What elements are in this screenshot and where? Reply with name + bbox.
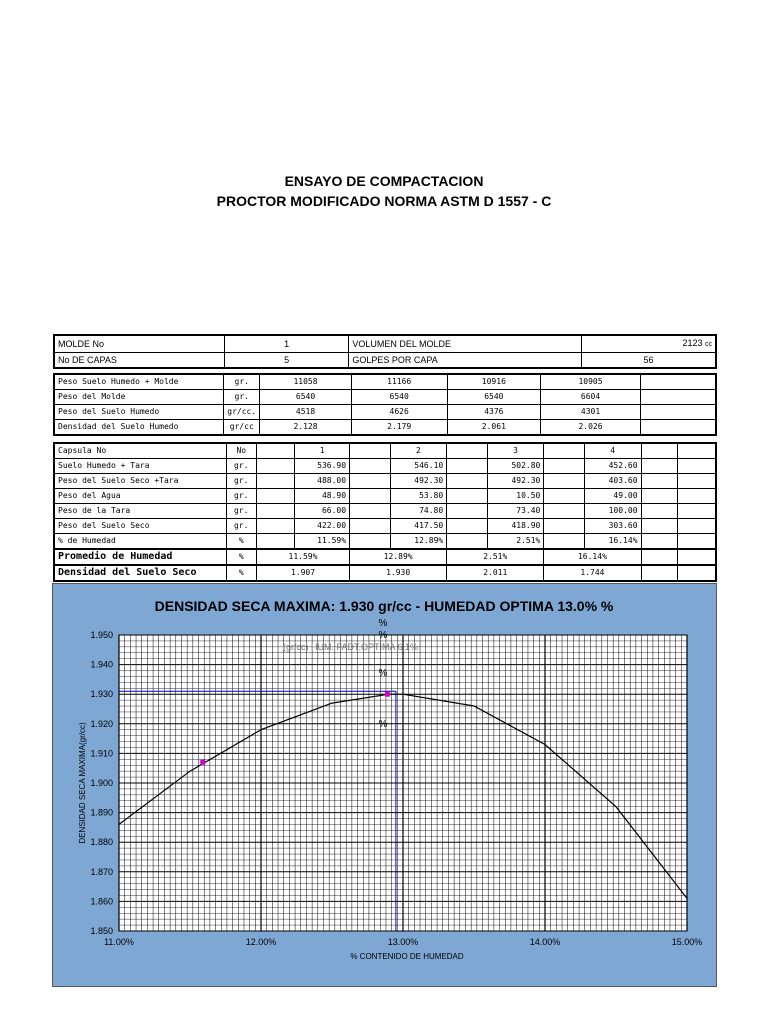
row-label: Peso del Suelo Seco — [54, 519, 226, 534]
empty-cell — [677, 534, 716, 550]
value-cell: 73.40 — [487, 504, 544, 519]
row-unit: % — [226, 534, 256, 550]
value-cell: 11058 — [260, 374, 352, 390]
row-unit: % — [226, 565, 256, 581]
capsule-number: 2 — [390, 443, 447, 459]
row-unit: gr. — [226, 519, 256, 534]
x-axis-label: % CONTENIDO DE HUMEDAD — [350, 952, 464, 961]
empty-cell — [641, 549, 677, 565]
value-cell: 4518 — [260, 405, 352, 420]
value-cell: 1.930 — [350, 565, 447, 581]
golpes-value: 56 — [582, 353, 716, 369]
page-subtitle: PROCTOR MODIFICADO NORMA ASTM D 1557 - C — [216, 193, 552, 209]
value-cell: 2.51% — [487, 534, 544, 550]
y-tick-label: 1.890 — [90, 807, 113, 818]
empty-cell — [677, 549, 716, 565]
value-cell: 418.90 — [487, 519, 544, 534]
value-cell: 48.90 — [295, 489, 350, 504]
row-label: Densidad del Suelo Seco — [54, 565, 226, 581]
row-label: Peso del Molde — [54, 390, 224, 405]
compaction-chart — [52, 583, 717, 987]
empty-cell — [447, 519, 487, 534]
row-unit: gr. — [224, 390, 260, 405]
empty-cell — [677, 474, 716, 489]
row-label: Capsula No — [54, 443, 226, 459]
summary-row — [54, 565, 716, 581]
empty-cell — [544, 474, 584, 489]
capsule-number: 1 — [295, 443, 350, 459]
empty-cell — [641, 489, 677, 504]
moisture-row — [54, 534, 716, 550]
summary-row — [54, 549, 716, 565]
row-label: Peso del Suelo Seco +Tara — [54, 474, 226, 489]
y-tick-label: 1.860 — [90, 896, 113, 907]
y-tick-label: 1.950 — [90, 630, 113, 640]
golpes-label: GOLPES POR CAPA — [349, 353, 582, 369]
empty-cell — [544, 504, 584, 519]
empty-cell — [447, 489, 487, 504]
value-cell: 49.00 — [584, 489, 641, 504]
value-cell: 6540 — [447, 390, 541, 405]
capas-label: No DE CAPAS — [54, 353, 225, 369]
empty-cell — [447, 474, 487, 489]
empty-cell — [641, 459, 677, 474]
empty-cell — [677, 519, 716, 534]
empty-cell — [641, 534, 677, 550]
value-cell: 2.011 — [447, 565, 544, 581]
value-cell: 2.179 — [351, 420, 447, 436]
moisture-row — [54, 474, 716, 489]
empty-cell — [350, 489, 390, 504]
empty-cell — [640, 390, 716, 405]
empty-cell — [256, 474, 294, 489]
value-cell: 546.10 — [390, 459, 447, 474]
value-cell: 6540 — [351, 390, 447, 405]
empty-cell — [544, 519, 584, 534]
moisture-row — [54, 489, 716, 504]
value-cell: 10.50 — [487, 489, 544, 504]
y-tick-label: 1.940 — [90, 659, 113, 670]
value-cell: 74.80 — [390, 504, 447, 519]
empty-cell — [350, 534, 390, 550]
y-tick-label: 1.900 — [90, 778, 113, 788]
empty-cell — [544, 489, 584, 504]
empty-cell — [447, 443, 487, 459]
chart-title: DENSIDAD SECA MAXIMA: 1.930 gr/cc - HUMEDAD OPTIMA 13.0% % — [154, 598, 614, 614]
molde-label: MOLDE No — [54, 335, 225, 353]
empty-cell — [544, 534, 584, 550]
row-unit: gr. — [224, 374, 260, 390]
y-tick-label: 1.870 — [90, 866, 113, 877]
empty-cell — [641, 504, 677, 519]
value-cell: 2.061 — [447, 420, 541, 436]
value-cell: 12.89% — [390, 534, 447, 550]
overlay-pct-mark: % — [378, 719, 388, 730]
capsule-number: 4 — [584, 443, 641, 459]
capsule-number: 3 — [487, 443, 544, 459]
density-row — [54, 390, 716, 405]
value-cell: 4626 — [351, 405, 447, 420]
x-tick-label: 14.00% — [529, 937, 561, 947]
value-cell: 452.60 — [584, 459, 641, 474]
row-label: Peso del Suelo Humedo — [54, 405, 224, 420]
value-cell: 6604 — [541, 390, 641, 405]
value-cell: 1.907 — [256, 565, 349, 581]
value-cell: 4376 — [447, 405, 541, 420]
value-cell: 66.00 — [295, 504, 350, 519]
value-cell: 403.60 — [584, 474, 641, 489]
moisture-row — [54, 459, 716, 474]
moisture-row — [54, 519, 716, 534]
density-row — [54, 374, 716, 390]
data-point — [200, 760, 205, 765]
value-cell: 6540 — [260, 390, 352, 405]
y-tick-label: 1.850 — [90, 926, 113, 936]
value-cell: 100.00 — [584, 504, 641, 519]
value-cell: 11.59% — [256, 549, 349, 565]
empty-cell — [350, 459, 390, 474]
value-cell: 2.026 — [541, 420, 641, 436]
row-unit: No — [226, 443, 256, 459]
row-label: Promedio de Humedad — [54, 549, 226, 565]
empty-cell — [677, 565, 716, 581]
x-tick-label: 12.00% — [245, 937, 277, 947]
overlay-pct-mark: % — [378, 668, 388, 679]
y-tick-label: 1.880 — [90, 837, 113, 848]
data-point — [385, 692, 390, 697]
row-label: Peso Suelo Humedo + Molde — [54, 374, 224, 390]
overlay-faded-text: (gr/cc) HUM. FADT.OPTIMA 6.1% — [283, 642, 419, 652]
x-tick-label: 11.00% — [104, 937, 134, 947]
empty-cell — [677, 443, 716, 459]
row-unit: gr. — [226, 504, 256, 519]
value-cell: 16.14% — [584, 534, 641, 550]
value-cell: 10905 — [541, 374, 641, 390]
overlay-pct-mark: % — [378, 630, 388, 641]
value-cell: 492.30 — [390, 474, 447, 489]
row-unit: gr. — [226, 459, 256, 474]
volumen-unit: cc — [705, 341, 712, 348]
row-label: Densidad del Suelo Humedo — [54, 420, 224, 436]
density-row — [54, 420, 716, 436]
value-cell: 1.744 — [544, 565, 641, 581]
molde-value: 1 — [225, 335, 349, 353]
empty-cell — [256, 459, 294, 474]
value-cell: 11.59% — [295, 534, 350, 550]
empty-cell — [640, 374, 716, 390]
empty-cell — [640, 420, 716, 436]
y-tick-label: 1.920 — [90, 718, 113, 729]
empty-cell — [447, 459, 487, 474]
mold-info-table — [53, 334, 717, 369]
y-tick-label: 1.910 — [90, 748, 113, 759]
empty-cell — [677, 459, 716, 474]
value-cell: 502.80 — [487, 459, 544, 474]
empty-cell — [447, 504, 487, 519]
density-table — [53, 373, 717, 436]
empty-cell — [641, 565, 677, 581]
empty-cell — [641, 519, 677, 534]
x-tick-label: 15.00% — [671, 937, 703, 947]
empty-cell — [256, 443, 294, 459]
row-unit: gr. — [226, 489, 256, 504]
capsule-header-row — [54, 443, 716, 459]
empty-cell — [256, 504, 294, 519]
volumen-label: VOLUMEN DEL MOLDE — [349, 335, 582, 353]
row-unit: gr/cc — [224, 420, 260, 436]
empty-cell — [640, 405, 716, 420]
value-cell: 53.80 — [390, 489, 447, 504]
empty-cell — [350, 443, 390, 459]
empty-cell — [256, 519, 294, 534]
moisture-row — [54, 504, 716, 519]
value-cell: 12.89% — [350, 549, 447, 565]
value-cell: 2.128 — [260, 420, 352, 436]
empty-cell — [677, 504, 716, 519]
value-cell: 10916 — [447, 374, 541, 390]
row-unit: % — [226, 549, 256, 565]
y-axis-label: DENSIDAD SECA MAXIMA(gr/cc) — [78, 722, 87, 844]
value-cell: 11166 — [351, 374, 447, 390]
value-cell: 492.30 — [487, 474, 544, 489]
value-cell: 16.14% — [544, 549, 641, 565]
y-tick-label: 1.930 — [90, 689, 113, 700]
value-cell: 303.60 — [584, 519, 641, 534]
row-label: Suelo Humedo + Tara — [54, 459, 226, 474]
empty-cell — [544, 459, 584, 474]
row-label: Peso de la Tara — [54, 504, 226, 519]
value-cell: 422.00 — [295, 519, 350, 534]
value-cell: 2.51% — [447, 549, 544, 565]
empty-cell — [256, 534, 294, 550]
empty-cell — [350, 504, 390, 519]
page-title: ENSAYO DE COMPACTACION — [284, 173, 484, 189]
value-cell: 488.00 — [295, 474, 350, 489]
row-label: Peso del Agua — [54, 489, 226, 504]
empty-cell — [677, 489, 716, 504]
empty-cell — [544, 443, 584, 459]
row-unit: gr/cc. — [224, 405, 260, 420]
overlay-pct-mark: % — [378, 618, 388, 629]
capas-value: 5 — [225, 353, 349, 369]
empty-cell — [256, 489, 294, 504]
volumen-cell — [582, 335, 716, 353]
empty-cell — [641, 443, 677, 459]
row-unit: gr. — [226, 474, 256, 489]
empty-cell — [641, 474, 677, 489]
empty-cell — [350, 474, 390, 489]
moisture-table — [53, 442, 717, 582]
x-tick-label: 13.00% — [387, 937, 419, 947]
empty-cell — [350, 519, 390, 534]
volumen-value: 2123 — [682, 338, 703, 348]
value-cell: 4301 — [541, 405, 641, 420]
row-label: % de Humedad — [54, 534, 226, 550]
density-row — [54, 405, 716, 420]
value-cell: 536.90 — [295, 459, 350, 474]
chart-svg — [53, 584, 716, 986]
value-cell: 417.50 — [390, 519, 447, 534]
empty-cell — [447, 534, 487, 550]
